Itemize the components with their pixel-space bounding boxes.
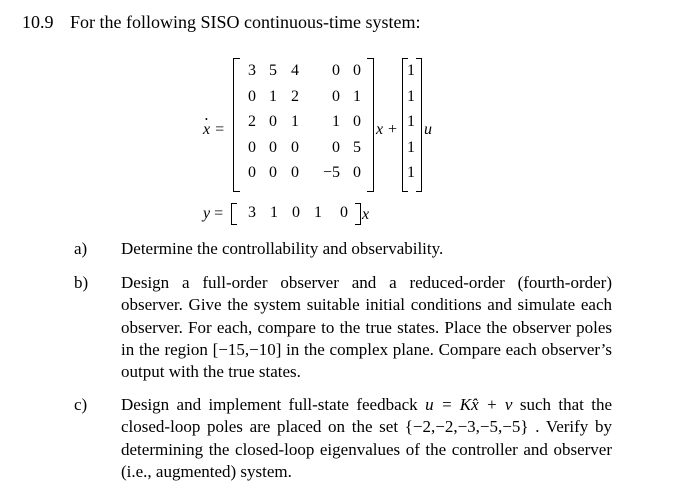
question-label: c) xyxy=(74,395,88,414)
matrix-a-row xyxy=(234,62,373,88)
feedback-formula: u = Kx̂ + v xyxy=(425,395,513,414)
matrix-a-entry: 2 xyxy=(291,87,299,105)
matrix-a-entry: 0 xyxy=(269,164,277,182)
matrix-a-entry: 0 xyxy=(332,138,340,156)
matrix-b-entry: 1 xyxy=(407,87,415,105)
question-label: b) xyxy=(74,273,89,292)
matrix-a-entry: 0 xyxy=(269,113,277,131)
question-label: a) xyxy=(74,239,88,258)
question-text: Determine the controllability and observability. xyxy=(121,239,444,258)
matrix-b-entry: 1 xyxy=(407,62,415,79)
input-symbol: u xyxy=(424,121,432,138)
matrix-a-entry: 5 xyxy=(353,138,361,156)
matrix-b-entry: 1 xyxy=(407,164,415,182)
matrix-a-entry: 2 xyxy=(248,113,256,131)
matrix-c-entry: 1 xyxy=(270,204,278,221)
matrix-a-entry: 0 xyxy=(332,62,340,79)
question-text-after: such that the closed-loop poles are placed on the set {−2,−2,−3,−5,−5} . Verify by determining the closed-loop eigenvalues of the controller and observer (i.e., augmented) system. xyxy=(121,395,613,481)
matrix-a-entry: 3 xyxy=(248,62,256,79)
matrix-a-entry: 1 xyxy=(353,87,361,105)
plus-sign: + xyxy=(388,121,398,138)
matrix-a-entry: 0 xyxy=(248,164,256,182)
matrix-c-entry: 3 xyxy=(248,204,256,221)
question-text xyxy=(121,394,612,483)
x-dot-symbol: x • xyxy=(203,121,210,138)
matrix-a-entry: 0 xyxy=(248,138,256,156)
matrix-b-row xyxy=(403,164,421,190)
matrix-a-row xyxy=(234,88,373,114)
output-equals-sign: = xyxy=(214,205,224,222)
matrix-a-entry: 5 xyxy=(269,62,277,79)
state-equation-lhs xyxy=(203,120,225,140)
matrix-c-entry: 0 xyxy=(292,204,300,221)
matrix-b-entry: 1 xyxy=(407,138,415,156)
matrix-b xyxy=(402,58,422,192)
matrix-b-grid xyxy=(403,62,421,190)
output-equation-lhs xyxy=(203,204,223,224)
problem-number: 10.9 xyxy=(22,12,54,32)
matrix-a-entry: 0 xyxy=(353,113,361,131)
matrix-a-entry: 0 xyxy=(269,138,277,156)
matrix-b-row xyxy=(403,113,421,139)
matrix-a-entry: 1 xyxy=(269,87,277,105)
matrix-a-row xyxy=(234,113,373,139)
matrix-a-entry: 0 xyxy=(291,164,299,182)
output-symbol: y xyxy=(203,205,211,222)
equals-sign: = xyxy=(214,121,225,138)
matrix-b-entry: 1 xyxy=(407,113,415,131)
matrix-a-entry: 0 xyxy=(353,62,361,79)
matrix-b-row xyxy=(403,62,421,88)
matrix-a-entry: 1 xyxy=(291,113,299,131)
matrix-a-entry: 0 xyxy=(353,164,361,182)
matrix-a xyxy=(233,58,374,192)
matrix-c-entry: 1 xyxy=(314,204,322,221)
matrix-a-entry: 4 xyxy=(291,62,299,79)
matrix-b-row xyxy=(403,139,421,165)
output-state-vector-symbol: x xyxy=(362,206,370,223)
matrix-a-entry: 0 xyxy=(332,87,340,105)
matrix-a-entry: 0 xyxy=(248,87,256,105)
state-vector-symbol: x xyxy=(376,121,384,138)
matrix-a-row xyxy=(234,139,373,165)
matrix-c xyxy=(231,203,361,225)
matrix-a-entry: 1 xyxy=(332,113,340,131)
matrix-c-entry: 0 xyxy=(340,204,348,221)
matrix-a-grid xyxy=(234,62,373,190)
problem-header xyxy=(22,10,421,34)
problem-title: For the following SISO continuous-time system: xyxy=(70,12,421,32)
matrix-a-entry: 0 xyxy=(291,138,299,156)
question-text-before: Design and implement full-state feedback xyxy=(121,395,426,414)
question-text: Design a full-order observer and a reduced-order (fourth-order) observer. Give the system suitable initial conditions and simulate each observer. For each, compare to the true states. Place the observer poles in the region [−15,−10] in the complex plane. Compare each observer’s output with the true states. xyxy=(121,273,612,382)
matrix-a-entry: −5 xyxy=(322,164,340,182)
matrix-a-row xyxy=(234,164,373,190)
matrix-b-row xyxy=(403,88,421,114)
